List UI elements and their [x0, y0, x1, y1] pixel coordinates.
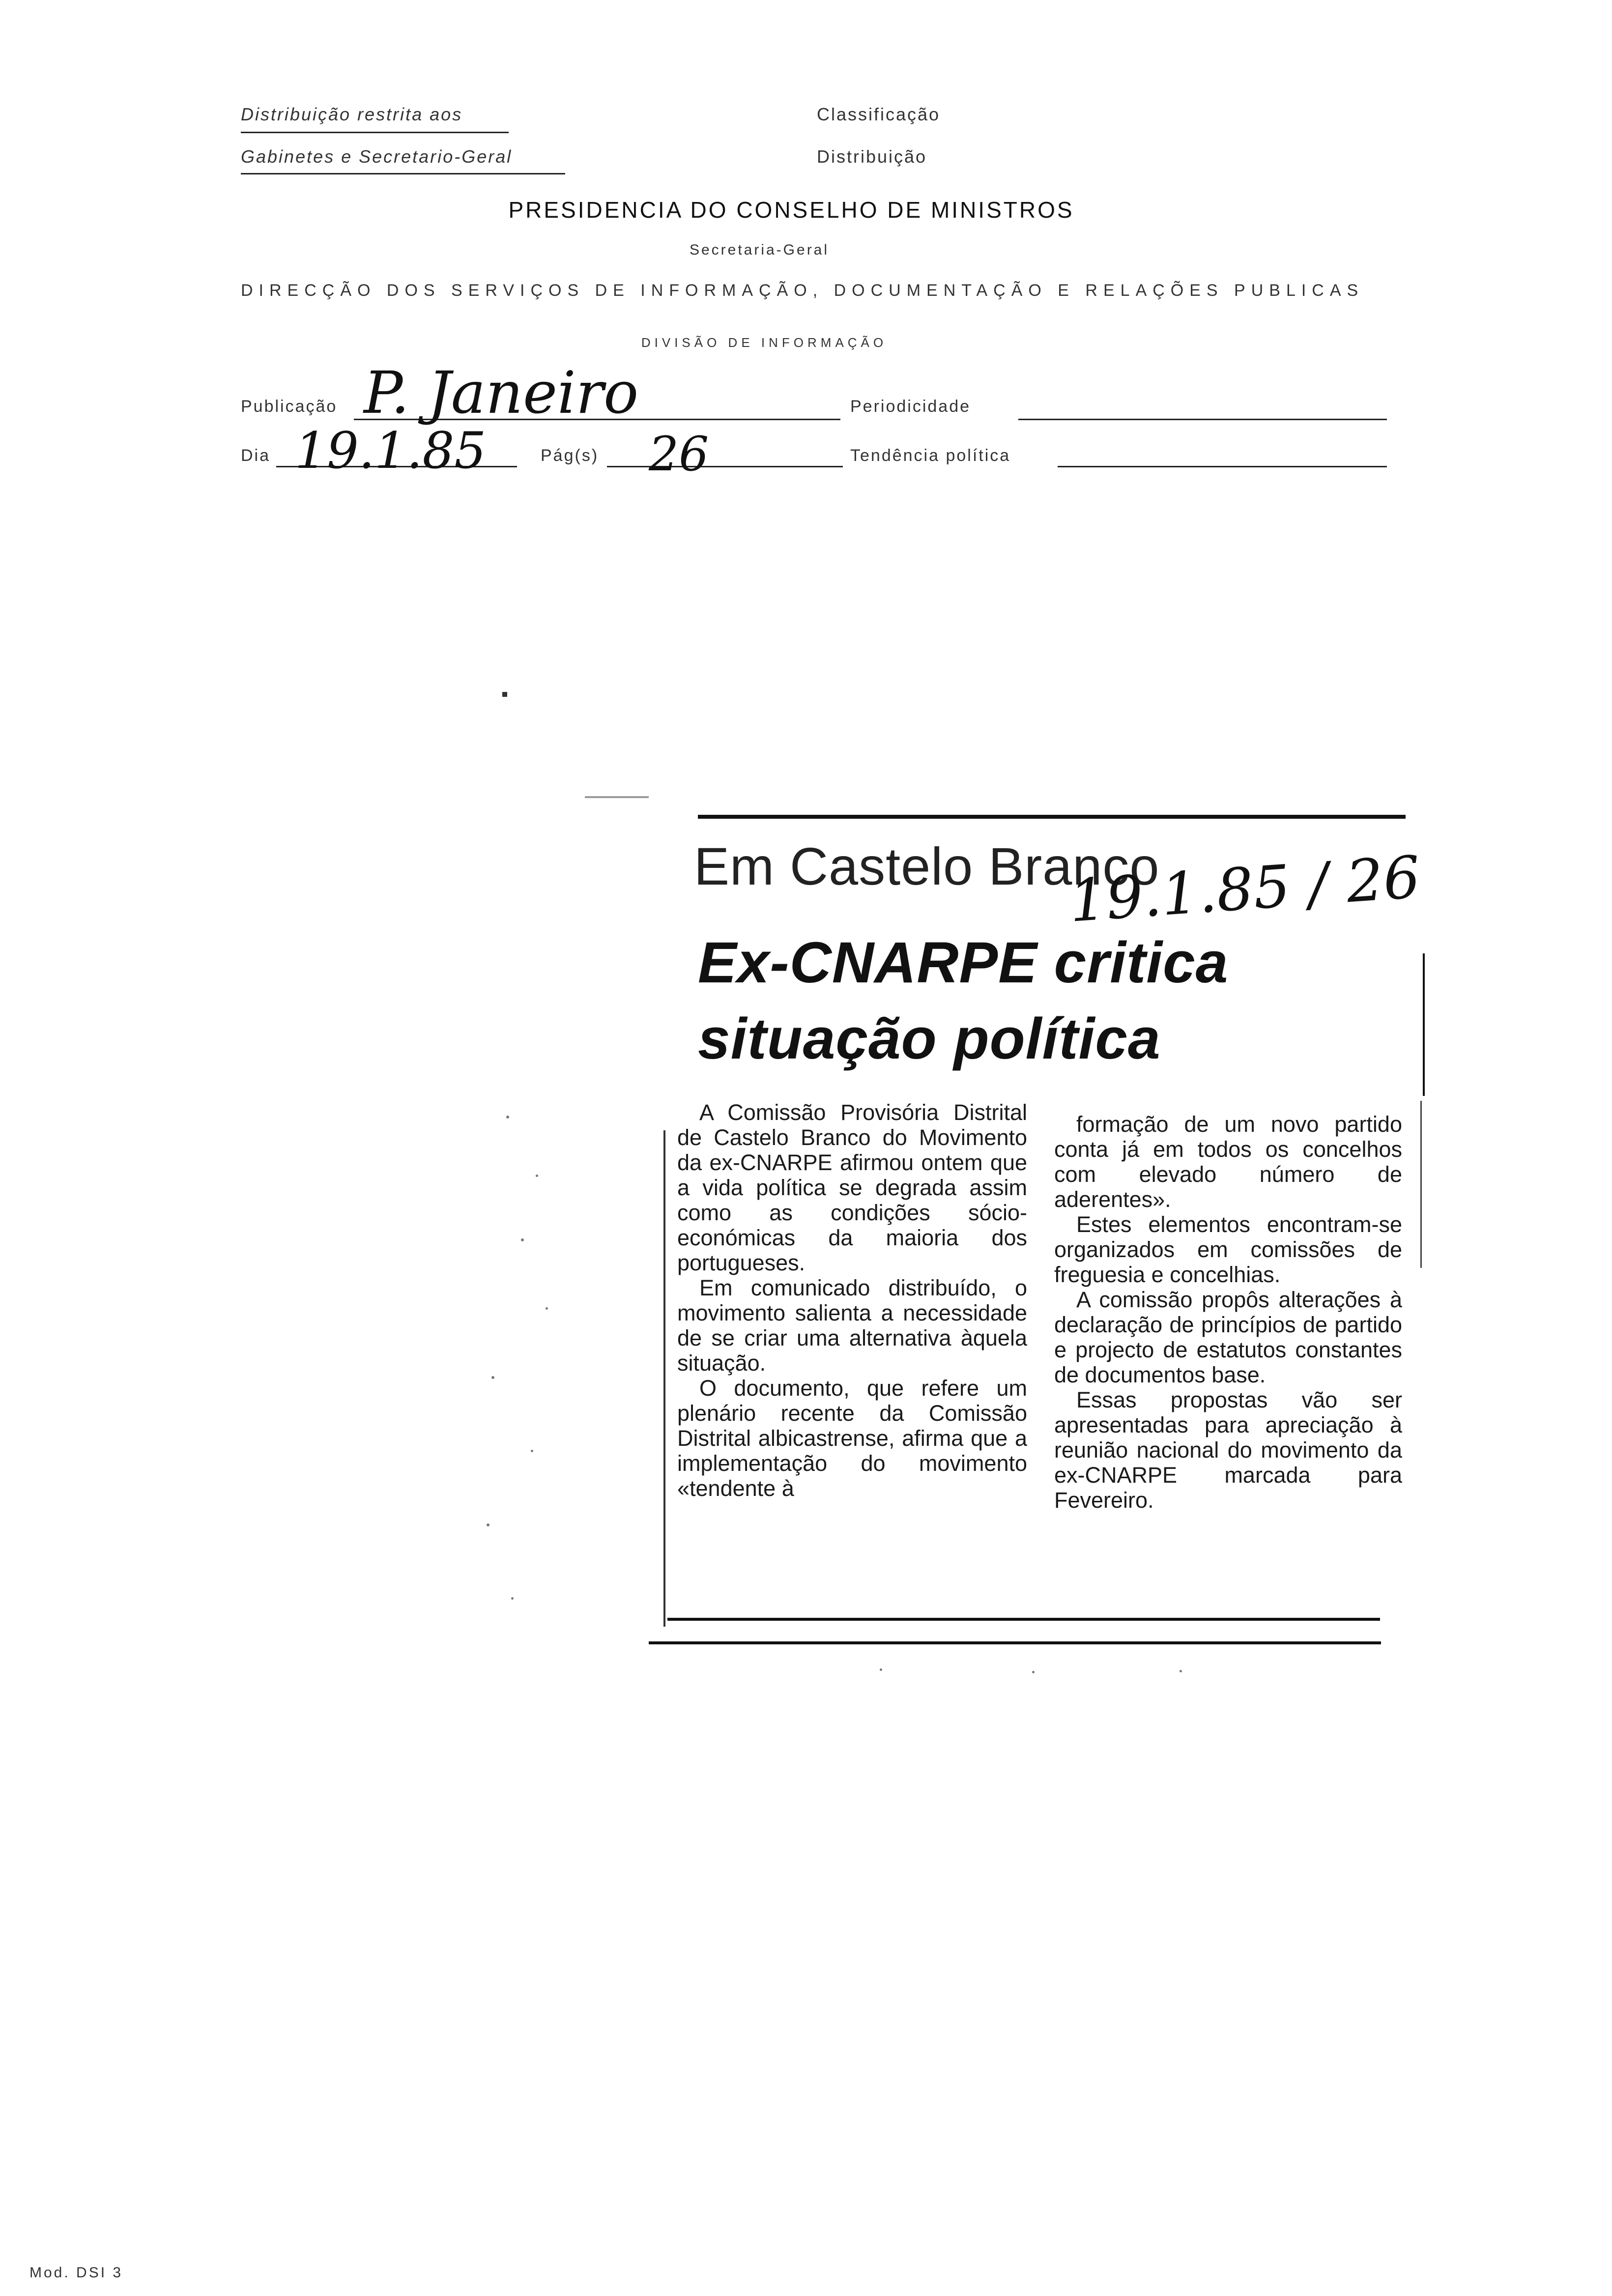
- scan-speck: [521, 1238, 524, 1241]
- clipping-side-rule: [1423, 953, 1425, 1096]
- clipping-headline-line1: Ex-CNARPE critica: [698, 930, 1229, 995]
- scan-speck: [491, 1376, 494, 1379]
- classification-label: Classificação: [817, 104, 941, 124]
- divider: [241, 173, 565, 174]
- pages-label: Pág(s): [541, 446, 599, 465]
- publication-handwritten: P. Janeiro: [364, 359, 639, 427]
- scan-speck: [1032, 1671, 1035, 1673]
- clipping-right-edge: [1420, 1101, 1422, 1268]
- directorate-name: DIRECÇÃO DOS SERVIÇOS DE INFORMAÇÃO, DOCUMENTAÇÃO E RELAÇÕES PUBLICAS: [241, 281, 1364, 300]
- periodicity-line: [1018, 419, 1387, 420]
- scan-speck: [880, 1668, 882, 1671]
- distribution-note-line2: Gabinetes e Secretario-Geral: [241, 146, 513, 167]
- paragraph: Essas propostas vão ser apresentadas para apreciação à reunião nacional do movimento da ex-CNARPE marcada para Fevereiro.: [1054, 1387, 1402, 1513]
- political-tendency-line: [1058, 466, 1387, 467]
- paragraph: formação de um novo partido conta já em todos os concelhos com elevado número de aderentes».: [1054, 1112, 1402, 1212]
- clipping-column-left: [677, 1100, 1027, 1501]
- directorate-title: [241, 281, 1391, 300]
- divider: [241, 132, 509, 133]
- distribution-label: Distribuição: [817, 146, 927, 167]
- clipping-bottom-rule-2: [649, 1641, 1381, 1644]
- division-title: [0, 335, 1612, 350]
- day-handwritten: 19.1.85: [295, 422, 487, 480]
- clipping-bottom-rule: [667, 1618, 1380, 1621]
- secretariat-name: Secretaria-Geral: [689, 242, 830, 258]
- clipping-headline-line2: situação política: [698, 1006, 1161, 1071]
- clipping-top-rule: [698, 815, 1406, 819]
- clipping-annotation: 19.1.85 / 26: [1067, 843, 1423, 935]
- scan-speck: [506, 1116, 509, 1119]
- organization-title: [0, 197, 1612, 223]
- clipping-kicker: Em Castelo Branco: [694, 836, 1160, 896]
- scan-speck: [536, 1175, 538, 1177]
- publication-label: Publicação: [241, 397, 338, 416]
- paragraph: A Comissão Provisória Distrital de Castelo Branco do Movimento da ex-CNARPE afirmou ontem que a vida política se degrada assim como as condições sócio-económicas da maioria dos portugueses.: [677, 1100, 1027, 1275]
- paragraph: Em comunicado distribuído, o movimento salienta a necessidade de se criar uma alternativa àquela situação.: [677, 1275, 1027, 1376]
- scan-speck: [1180, 1670, 1182, 1672]
- political-tendency-label: Tendência política: [850, 446, 1011, 465]
- clipping-column-right: [1054, 1112, 1402, 1513]
- scan-mark: [585, 796, 649, 798]
- paragraph: O documento, que refere um plenário recente da Comissão Distrital albicastrense, afirma que a implementação do movimento «tendente à: [677, 1376, 1027, 1501]
- distribution-note-line1: Distribuição restrita aos: [241, 104, 463, 124]
- scan-speck: [502, 692, 507, 697]
- clipping-column-edge: [663, 1130, 665, 1627]
- day-label: Dia: [241, 446, 271, 465]
- paragraph: A comissão propôs alterações à declaração de princípios de partido e projecto de estatutos constantes de documentos base.: [1054, 1287, 1402, 1387]
- periodicity-label: Periodicidade: [850, 397, 971, 416]
- form-code: Mod. DSI 3: [29, 2265, 123, 2281]
- organization-name: PRESIDENCIA DO CONSELHO DE MINISTROS: [508, 197, 1074, 223]
- secretariat-title: [0, 242, 1612, 258]
- scan-speck: [487, 1523, 489, 1526]
- division-name: DIVISÃO DE INFORMAÇÃO: [641, 335, 888, 350]
- scan-speck: [531, 1450, 533, 1452]
- scan-speck: [546, 1307, 548, 1310]
- paragraph: Estes elementos encontram-se organizados em comissões de freguesia e concelhias.: [1054, 1212, 1402, 1287]
- scan-speck: [511, 1597, 514, 1600]
- pages-handwritten: 26: [649, 427, 709, 482]
- pages-line: [607, 466, 843, 467]
